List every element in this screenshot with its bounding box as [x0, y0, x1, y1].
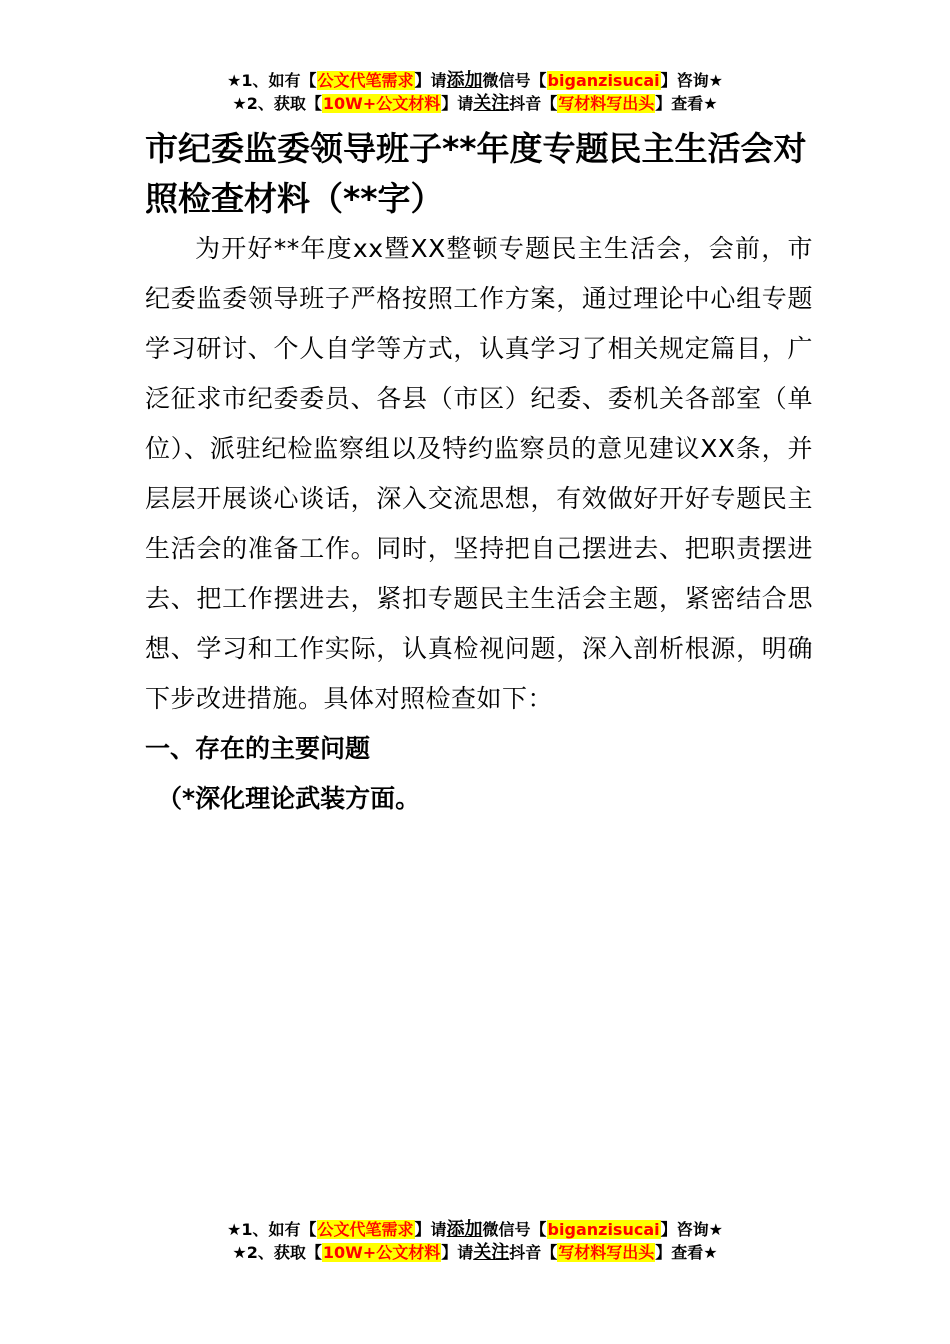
notice-line-2 [0, 1241, 950, 1264]
intro-paragraph: 为开好**年度xx暨XX整顿专题民主生活会，会前，市纪委监委领导班子严格按照工作方案，通过理论中心组专题学习研讨、个人自学等方式，认真学习了相关规定篇目，广泛征求市纪委委员、各县（市区）纪委、委机关各部室（单位）、派驻纪检监察组以及特约监察员的意见建议XX条，并层层开展谈心谈话，深入交流思想，有效做好开好专题民主生活会的准备工作。同时，坚持把自己摆进去、把职责摆进去、把工作摆进去，紧扣专题民主生活会主题，紧密结合思想、学习和工作实际，认真检视问题，深入剖析根源，明确下步改进措施。具体对照检查如下： [145, 234, 813, 713]
notice-text: 抖音【 [509, 94, 558, 113]
wechat-id-highlight: biganzisucai [547, 1220, 660, 1239]
notice-text: 微信号【 [482, 71, 547, 90]
service-highlight: 公文代笔需求 [317, 1220, 414, 1239]
header-notice [0, 69, 950, 115]
douyin-id-highlight: 写材料写出头 [558, 1243, 655, 1262]
service-highlight: 公文代笔需求 [317, 71, 414, 90]
notice-text: 】查看★ [655, 1243, 718, 1262]
notice-text: ★1、如有【 [227, 71, 317, 90]
notice-text: 抖音【 [509, 1243, 558, 1262]
notice-text: 】请 [414, 1220, 447, 1239]
notice-line-2 [0, 92, 950, 115]
notice-text: 】咨询★ [660, 71, 723, 90]
notice-text: 】请 [441, 1243, 474, 1262]
notice-text: 】请 [441, 94, 474, 113]
notice-emphasis: 添加 [446, 70, 483, 91]
subsection-heading: （*深化理论武装方面。 [157, 784, 421, 813]
document-body [145, 124, 813, 824]
notice-text: ★1、如有【 [227, 1220, 317, 1239]
materials-highlight: 10W+公文材料 [322, 94, 441, 113]
wechat-id-highlight: biganzisucai [547, 71, 660, 90]
notice-line-1 [0, 1218, 950, 1241]
notice-text: 微信号【 [482, 1220, 547, 1239]
notice-text: 】请 [414, 71, 447, 90]
notice-text: 】查看★ [655, 94, 718, 113]
douyin-id-highlight: 写材料写出头 [558, 94, 655, 113]
notice-emphasis: 关注 [473, 93, 510, 114]
footer-notice [0, 1218, 950, 1264]
section-heading: 一、存在的主要问题 [145, 734, 371, 763]
notice-emphasis: 添加 [446, 1219, 483, 1240]
materials-highlight: 10W+公文材料 [322, 1243, 441, 1262]
notice-line-1 [0, 69, 950, 92]
notice-text: 】咨询★ [660, 1220, 723, 1239]
notice-text: ★2、获取【 [232, 1243, 322, 1262]
notice-emphasis: 关注 [473, 1242, 510, 1263]
document-title: 市纪委监委领导班子**年度专题民主生活会对照检查材料（**字） [145, 129, 807, 218]
notice-text: ★2、获取【 [232, 94, 322, 113]
